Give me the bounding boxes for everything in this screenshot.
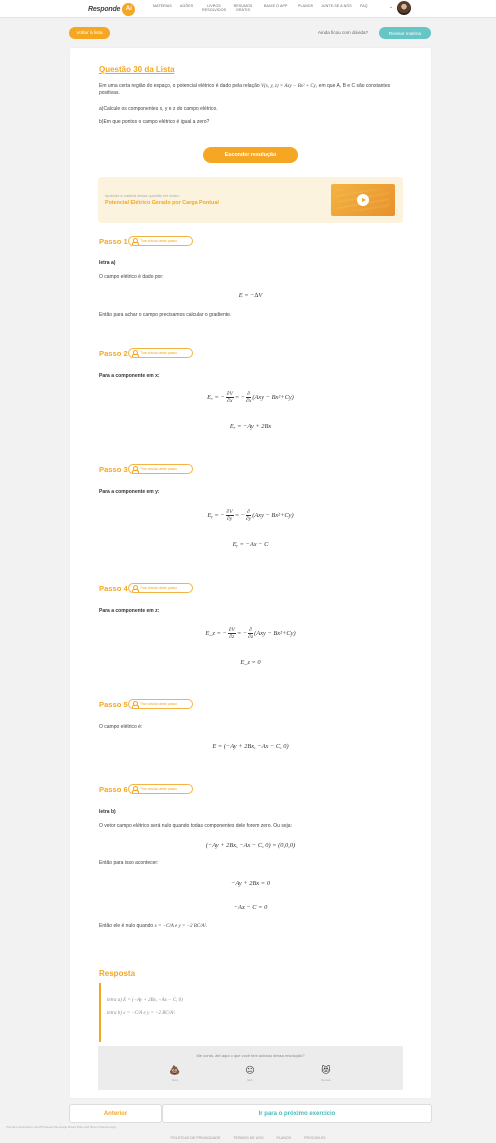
nav-faq[interactable]: FAQ — [360, 4, 368, 8]
feedback-question: Me conta, até aqui o que você tem achado dessa resolução? — [196, 1053, 305, 1058]
answer-title: Resposta — [99, 969, 136, 978]
footer — [0, 1136, 496, 1140]
user-icon — [132, 585, 138, 591]
nav-resumos-gratis[interactable]: RESUMOS GRÁTIS — [233, 4, 253, 12]
step-4-equation-2: E_z = 0 — [240, 659, 261, 666]
back-to-list-button[interactable]: Voltar à lista — [69, 27, 110, 39]
action-bar — [0, 18, 496, 48]
step-3-equation-1: Eᵧ = − $\frac{\partial V}{\partial y}$ = − $\frac{\partial}{\partial y}$ (Axy − Bx²+Cy) — [207, 509, 294, 523]
step-6-text: O vetor campo elétrico será nulo quando todas componentes dele forem zero. Ou seja: — [99, 823, 292, 829]
step-4-ask-label: Tirar dúvida deste passo — [140, 586, 178, 590]
review-subject-button[interactable]: Revisar matéria — [379, 27, 431, 39]
doubt-text: Ainda ficou com dúvida? — [318, 30, 369, 35]
question-card — [70, 48, 431, 1098]
feedback-option-meh[interactable] — [235, 1064, 265, 1082]
step-1-ask-button[interactable] — [128, 236, 193, 246]
feedback-label-demais: Demais — [321, 1078, 331, 1082]
user-icon — [132, 466, 138, 472]
step-1-equation: E = −∆V — [238, 292, 263, 299]
footer-procon-link[interactable]: PROCON-RJ — [304, 1136, 326, 1140]
chevron-down-icon[interactable]: ⌄ — [389, 4, 394, 10]
heart-eyes-cat-icon: 😻 — [321, 1064, 331, 1075]
step-5-ask-button[interactable] — [128, 699, 193, 709]
user-icon — [132, 238, 138, 244]
video-pretitle: Aprenda a matéria dessa questão em vídeo: — [105, 194, 180, 198]
neutral-face-icon: 😐 — [245, 1064, 255, 1075]
step-2-ask-button[interactable] — [128, 348, 193, 358]
step-2-subtitle: Para a componente em x: — [99, 373, 160, 379]
user-icon — [132, 701, 138, 707]
step-6-equation-2: −Ay + 2Bx = 0 — [231, 880, 270, 887]
play-icon[interactable] — [357, 194, 369, 206]
step-4-ask-button[interactable] — [128, 583, 193, 593]
nav-materias[interactable]: MATÉRIAS — [153, 4, 172, 8]
logo-badge: Aí — [122, 3, 135, 16]
step-1-text-2: Então para achar o campo precisamos calcular o gradiente. — [99, 312, 232, 318]
question-item-b: b)Em que pontos o campo elétrico é igual a zero? — [99, 119, 210, 125]
step-4-subtitle: Para a componente em z: — [99, 608, 160, 614]
poop-icon: 💩 — [169, 1064, 181, 1075]
step-5-text: O campo elétrico é: — [99, 724, 143, 730]
step-1-ask-label: Tirar dúvida deste passo — [140, 239, 178, 243]
user-icon — [132, 350, 138, 356]
video-banner[interactable] — [98, 177, 403, 223]
step-2-title: Passo 2 — [99, 349, 128, 358]
step-3-ask-button[interactable] — [128, 464, 193, 474]
step-4-equation-1: E_z = − $\frac{\partial V}{\partial z}$ = − $\frac{\partial}{\partial z}$ (Axy − Bx²+Cy) — [205, 627, 296, 641]
step-3-subtitle: Para a componente em y: — [99, 489, 160, 495]
feedback-option-ruim[interactable] — [160, 1064, 190, 1082]
nav-agoes[interactable]: AGÕES — [180, 4, 194, 8]
step-6-subtitle: letra b) — [99, 809, 116, 815]
answer-letter-a: letra a) E = (−Ay + 2Bx, −Ax − C, 0) — [107, 998, 183, 1003]
step-3-ask-label: Tirar dúvida deste passo — [140, 467, 178, 471]
step-1-title: Passo 1 — [99, 237, 128, 246]
recaptcha-notice: This site is protected by reCAPTCHA and the Google Privacy Policy and Terms of Service apply. — [6, 1126, 117, 1129]
step-6-ask-label: Tirar dúvida deste passo — [140, 787, 178, 791]
feedback-label-meh: Meh — [247, 1078, 253, 1082]
step-2-equation-2: Eₓ = −Ay + 2Bx — [229, 423, 272, 430]
footer-plans-link[interactable]: PLANOS — [276, 1136, 292, 1140]
logo-text: Responde — [88, 5, 121, 13]
step-6-title: Passo 6 — [99, 785, 128, 794]
feedback-box — [98, 1046, 403, 1090]
step-4-title: Passo 4 — [99, 584, 128, 593]
step-2-equation-1: Eₓ = − $\frac{\partial V}{\partial x}$ = − $\frac{\partial}{\partial x}$ (Axy − Bx²+Cy) — [207, 391, 294, 405]
user-avatar[interactable] — [397, 1, 411, 15]
step-5-equation: E = (−Ay + 2Bx, −Ax − C, 0) — [212, 743, 289, 750]
step-1-subtitle: letra a) — [99, 260, 116, 266]
step-3-equation-2: Eᵧ = −Ax − C — [232, 541, 269, 548]
step-6-text-3: Então ele é nulo quando x = −C/A e y = −2 BC/A². — [99, 923, 208, 929]
question-statement: Em uma certa região do espaço, o potencial elétrico é dado pela relação V(x, y, z) = Axy − Bx² + Cy, em que A, B e C são constantes positivas. — [99, 83, 391, 96]
logo[interactable] — [88, 2, 135, 16]
step-5-title: Passo 5 — [99, 700, 128, 709]
feedback-option-demais[interactable] — [311, 1064, 341, 1082]
step-6-text-2: Então para isso acontecer: — [99, 860, 159, 866]
answer-accent-bar — [99, 983, 101, 1042]
nav-livros-resolvidos[interactable]: LIVROS RESOLVIDOS — [202, 4, 227, 12]
step-6-equation-1: (−Ay + 2Bx, −Ax − C, 0) = (0,0,0) — [205, 842, 296, 849]
feedback-label-ruim: Ruim — [171, 1078, 179, 1082]
nav-baixe-app[interactable]: BAIXE O APP — [264, 4, 288, 8]
video-thumbnail[interactable] — [331, 184, 395, 216]
nav-junte-se[interactable]: JUNTE-SE A NÓS — [321, 4, 352, 8]
step-3-title: Passo 3 — [99, 465, 128, 474]
previous-button[interactable]: Anterior — [69, 1104, 162, 1123]
nav-planos[interactable]: PLANOS — [298, 4, 314, 8]
step-5-ask-label: Tirar dúvida deste passo — [140, 702, 178, 706]
footer-terms-link[interactable]: TERMOS DE USO — [233, 1136, 264, 1140]
user-icon — [132, 786, 138, 792]
step-6-ask-button[interactable] — [128, 784, 193, 794]
video-title[interactable]: Potencial Elétrico Gerado por Carga Pontual — [105, 200, 219, 206]
step-2-ask-label: Tirar dúvida deste passo — [140, 351, 178, 355]
answer-letter-b: letra b) x = −C/A e y = −2 BC/A². — [107, 1011, 176, 1016]
hide-solution-button[interactable]: Esconder resolução — [203, 147, 298, 163]
step-6-equation-3: −Ax − C = 0 — [233, 904, 268, 911]
top-navbar — [0, 0, 496, 18]
step-1-text: O campo elétrico é dado por: — [99, 274, 164, 280]
question-item-a: a)Calcule os componentes x, y e z do campo elétrico. — [99, 106, 218, 112]
next-exercise-button[interactable]: Ir para o próximo exercício — [162, 1104, 432, 1123]
footer-privacy-link[interactable]: POLÍTICAS DE PRIVACIDADE — [170, 1136, 221, 1140]
question-title: Questão 30 da Lista — [99, 65, 175, 74]
bottom-navigation — [69, 1104, 432, 1123]
